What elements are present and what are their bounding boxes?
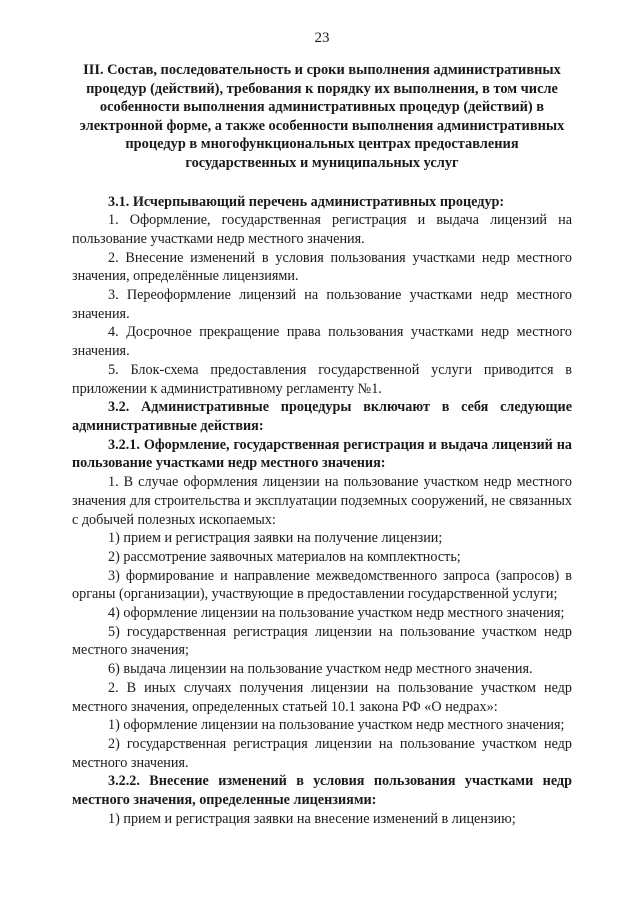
case-1-step-3: 3) формирование и направление межведомственного запроса (запросов) в органы (организации), участвующие в предоставлении государственной услуги; xyxy=(72,567,572,603)
list-item-2: 2. Внесение изменений в условия пользования участками недр местного значения, определённые лицензиями. xyxy=(72,249,572,285)
paragraph-3-2-2: 3.2.2. Внесение изменений в условия пользования участками недр местного значения, определенные лицензиями: xyxy=(72,773,572,809)
paragraph-3-2: 3.2. Административные процедуры включают в себя следующие административные действия: xyxy=(72,399,572,434)
amend-step-1: 1) прием и регистрация заявки на внесение изменений в лицензию; xyxy=(108,810,516,827)
list-item-5: 5. Блок-схема предоставления государственной услуги приводится в приложении к административному регламенту №1. xyxy=(72,361,572,397)
list-item-1: 1. Оформление, государственная регистрация и выдача лицензий на пользование участками недр местного значения. xyxy=(72,212,572,247)
paragraph-3-2-1: 3.2.1. Оформление, государственная регистрация и выдача лицензий на пользование участками недр местного значения: xyxy=(72,436,572,472)
list-item-3: 3. Переоформление лицензий на пользование участками недр местного значения. xyxy=(72,287,572,322)
case-1: 1. В случае оформления лицензии на пользование участком недр местного значения для строительства и эксплуатации подземных сооружений, не связанных с добычей полезных ископаемых: xyxy=(72,474,572,528)
case-2-step-2: 2) государственная регистрация лицензии на пользование участком недр местного значения. xyxy=(72,735,572,771)
paragraph-3-1: 3.1. Исчерпывающий перечень административных процедур: xyxy=(108,193,505,210)
case-1-step-5: 5) государственная регистрация лицензии на пользование участком недр местного значения; xyxy=(72,623,572,659)
case-1-step-1: 1) прием и регистрация заявки на получение лицензии; xyxy=(108,530,443,547)
case-1-step-6: 6) выдача лицензии на пользование участком недр местного значения. xyxy=(108,661,533,678)
case-1-step-2: 2) рассмотрение заявочных материалов на комплектность; xyxy=(108,548,461,565)
list-item-4: 4. Досрочное прекращение права пользования участками недр местного значения. xyxy=(72,324,572,360)
page-number: 23 xyxy=(314,30,330,46)
case-2: 2. В иных случаях получения лицензии на пользование участком недр местного значения, определенных статьей 10.1 закона РФ «О недрах»: xyxy=(72,679,572,715)
section-heading: III. Состав, последовательность и сроки выполнения административных процедур (действий), требования к порядку их выполнения, в том числе особенности выполнения административных процедур (действий) в электронной форме, а также особенности выполнения административных процедур в многофункциональных центрах предоставления государственных и муниципальных услуг xyxy=(79,62,565,171)
case-2-step-1: 1) оформление лицензии на пользование участком недр местного значения; xyxy=(108,717,565,734)
case-1-step-4: 4) оформление лицензии на пользование участком недр местного значения; xyxy=(108,605,565,622)
